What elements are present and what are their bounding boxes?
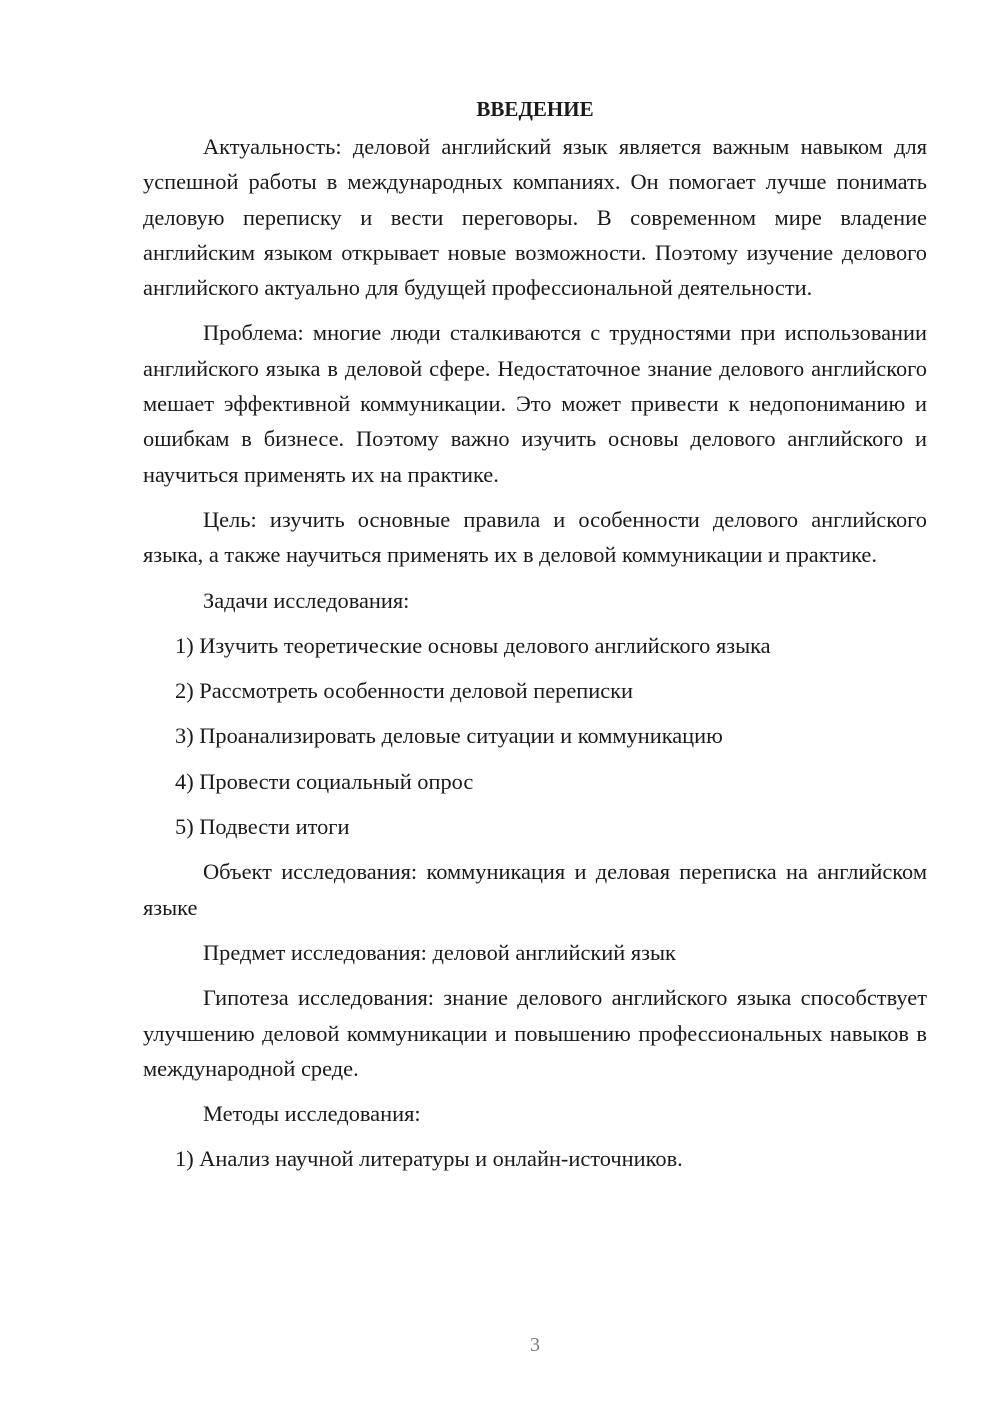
tasks-heading: Задачи исследования: [203,587,410,613]
relevance-paragraph: Актуальность: деловой английский язык является важным навыком для успешной работы в международных компаниях. Он помогает лучше понимать деловую переписку и вести переговоры. В современном мире владение английским языком открывает новые возможности. Поэтому изучение делового английского актуально для будущей профессиональной деятельности. [143,134,927,301]
methods-heading: Методы исследования: [203,1101,421,1127]
hypothesis-paragraph: Гипотеза исследования: знание делового английского языка способствует улучшению деловой коммуникации и повышению профессиональных навыков в международной среде. [143,985,927,1081]
task-item-2: 2) Рассмотреть особенности деловой переписки [175,678,634,704]
task-item-3: 3) Проанализировать деловые ситуации и коммуникацию [175,723,723,749]
page-number: 3 [530,1334,540,1356]
task-item-1: 1) Изучить теоретические основы делового английского языка [175,632,771,658]
subject-paragraph: Предмет исследования: деловой английский язык [203,939,676,965]
page-content [143,92,927,1187]
problem-paragraph: Проблема: многие люди сталкиваются с трудностями при использовании английского языка в деловой сфере. Недостаточное знание делового английского мешает эффективной коммуникации. Это может привести к недопониманию и ошибкам в бизнесе. Поэтому важно изучить основы делового английского и научиться применять их на практике. [143,320,927,487]
task-item-4: 4) Провести социальный опрос [175,768,474,794]
method-item-1: 1) Анализ научной литературы и онлайн-источников. [175,1146,683,1172]
object-paragraph: Объект исследования: коммуникация и деловая переписка на английском языке [143,859,927,920]
goal-paragraph: Цель: изучить основные правила и особенности делового английского языка, а также научиться применять их в деловой коммуникации и практике. [143,506,927,568]
section-title: ВВЕДЕНИЕ [476,97,594,121]
task-item-5: 5) Подвести итоги [175,814,350,840]
